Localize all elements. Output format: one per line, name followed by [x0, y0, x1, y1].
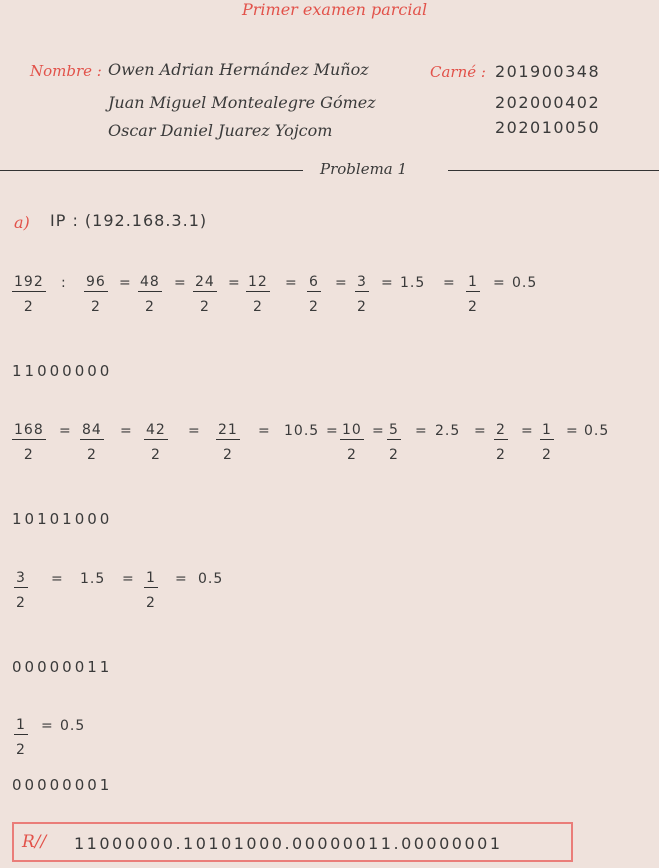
equals-sign: =: [188, 423, 200, 439]
denominator: 2: [23, 447, 34, 463]
numerator: 1: [146, 570, 156, 586]
fraction: [466, 275, 480, 314]
divider-left: [0, 170, 303, 171]
fraction: [84, 275, 108, 314]
numerator: 1: [16, 717, 26, 733]
numerator: 21: [218, 422, 238, 438]
fraction: [246, 275, 270, 314]
denominator: 2: [389, 447, 399, 463]
numerator: 2: [496, 422, 506, 438]
numerator: 6: [309, 274, 319, 290]
numerator: 42: [146, 422, 166, 438]
equals-sign: =: [335, 275, 347, 291]
numerator: 192: [14, 274, 44, 290]
equals-sign: =: [285, 275, 297, 291]
equals-sign: =: [51, 571, 63, 587]
divider-right: [448, 170, 659, 171]
fraction: [14, 571, 28, 610]
equals-sign: =: [122, 571, 134, 587]
equals-sign: =: [415, 423, 427, 439]
numerator: 96: [86, 274, 106, 290]
equals-sign: =: [372, 423, 384, 439]
question-label: a): [14, 213, 30, 232]
denominator: 2: [346, 447, 357, 463]
student-name-2: Juan Miguel Montealegre Gómez: [108, 93, 376, 112]
equals-sign: =: [120, 423, 132, 439]
denominator: 2: [357, 299, 367, 315]
numerator: 24: [195, 274, 215, 290]
octet2-binary: 10101000: [12, 510, 113, 528]
fraction: [216, 423, 240, 462]
equals-sign: =: [474, 423, 486, 439]
answer-mark: R//: [22, 832, 47, 852]
fraction: [80, 423, 104, 462]
equals-sign: =: [258, 423, 270, 439]
denominator: 2: [23, 299, 34, 315]
equals-sign: =: [326, 423, 338, 439]
equals-sign: =: [174, 275, 186, 291]
answer-box: [12, 822, 573, 862]
equals-sign: =: [566, 423, 578, 439]
decimal-value: 2.5: [435, 423, 461, 439]
numerator: 84: [82, 422, 102, 438]
fraction: [387, 423, 401, 462]
numerator: 5: [389, 422, 399, 438]
numerator: 48: [140, 274, 160, 290]
fraction: [355, 275, 369, 314]
fraction: [144, 423, 168, 462]
decimal-value: 10.5: [284, 423, 320, 439]
fraction: [340, 423, 364, 462]
student-carne-1: 201900348: [495, 62, 601, 81]
denominator: 2: [222, 447, 233, 463]
fraction: [307, 275, 321, 314]
equals-sign: =: [381, 275, 393, 291]
decimal-value: 0.5: [60, 718, 86, 734]
fraction: [144, 571, 158, 610]
fraction: [14, 718, 28, 757]
numerator: 1: [468, 274, 478, 290]
student-name-1: Owen Adrian Hernández Muñoz: [108, 60, 369, 79]
fraction: [12, 423, 46, 462]
numerator: 12: [248, 274, 268, 290]
student-carne-3: 202010050: [495, 118, 601, 137]
numerator: 3: [357, 274, 367, 290]
fraction: [193, 275, 217, 314]
denominator: 2: [199, 299, 210, 315]
numerator: 3: [16, 570, 26, 586]
equals-sign: =: [119, 275, 131, 291]
octet4-binary: 00000001: [12, 776, 113, 794]
denominator: 2: [16, 595, 26, 611]
denominator: 2: [252, 299, 263, 315]
octet1-binary: 11000000: [12, 362, 113, 380]
denominator: 2: [309, 299, 319, 315]
numerator: 1: [542, 422, 552, 438]
equals-sign: =: [521, 423, 533, 439]
equals-sign: =: [59, 423, 71, 439]
section-title: Problema 1: [320, 160, 408, 178]
denominator: 2: [144, 299, 155, 315]
equals-sign: :: [61, 275, 66, 291]
equals-sign: =: [41, 718, 53, 734]
decimal-value: 1.5: [400, 275, 426, 291]
fraction: [540, 423, 554, 462]
exam-title: Primer examen parcial: [242, 0, 428, 19]
decimal-value: 0.5: [512, 275, 538, 291]
decimal-value: 0.5: [198, 571, 224, 587]
denominator: 2: [86, 447, 97, 463]
equals-sign: =: [493, 275, 505, 291]
denominator: 2: [468, 299, 478, 315]
name-label: Nombre :: [30, 62, 102, 80]
fraction: [494, 423, 508, 462]
numerator: 168: [14, 422, 44, 438]
numerator: 10: [342, 422, 362, 438]
denominator: 2: [496, 447, 506, 463]
denominator: 2: [90, 299, 101, 315]
question-text: IP : (192.168.3.1): [50, 211, 208, 230]
denominator: 2: [16, 742, 26, 758]
denominator: 2: [146, 595, 156, 611]
denominator: 2: [542, 447, 552, 463]
octet3-binary: 00000011: [12, 658, 113, 676]
decimal-value: 1.5: [80, 571, 106, 587]
denominator: 2: [150, 447, 161, 463]
equals-sign: =: [175, 571, 187, 587]
equals-sign: =: [443, 275, 455, 291]
fraction: [138, 275, 162, 314]
carne-label: Carné :: [430, 63, 486, 81]
answer-value: 11000000.10101000.00000011.00000001: [74, 834, 503, 853]
decimal-value: 0.5: [584, 423, 610, 439]
fraction: [12, 275, 46, 314]
student-carne-2: 202000402: [495, 93, 601, 112]
student-name-3: Oscar Daniel Juarez Yojcom: [108, 121, 333, 140]
equals-sign: =: [228, 275, 240, 291]
